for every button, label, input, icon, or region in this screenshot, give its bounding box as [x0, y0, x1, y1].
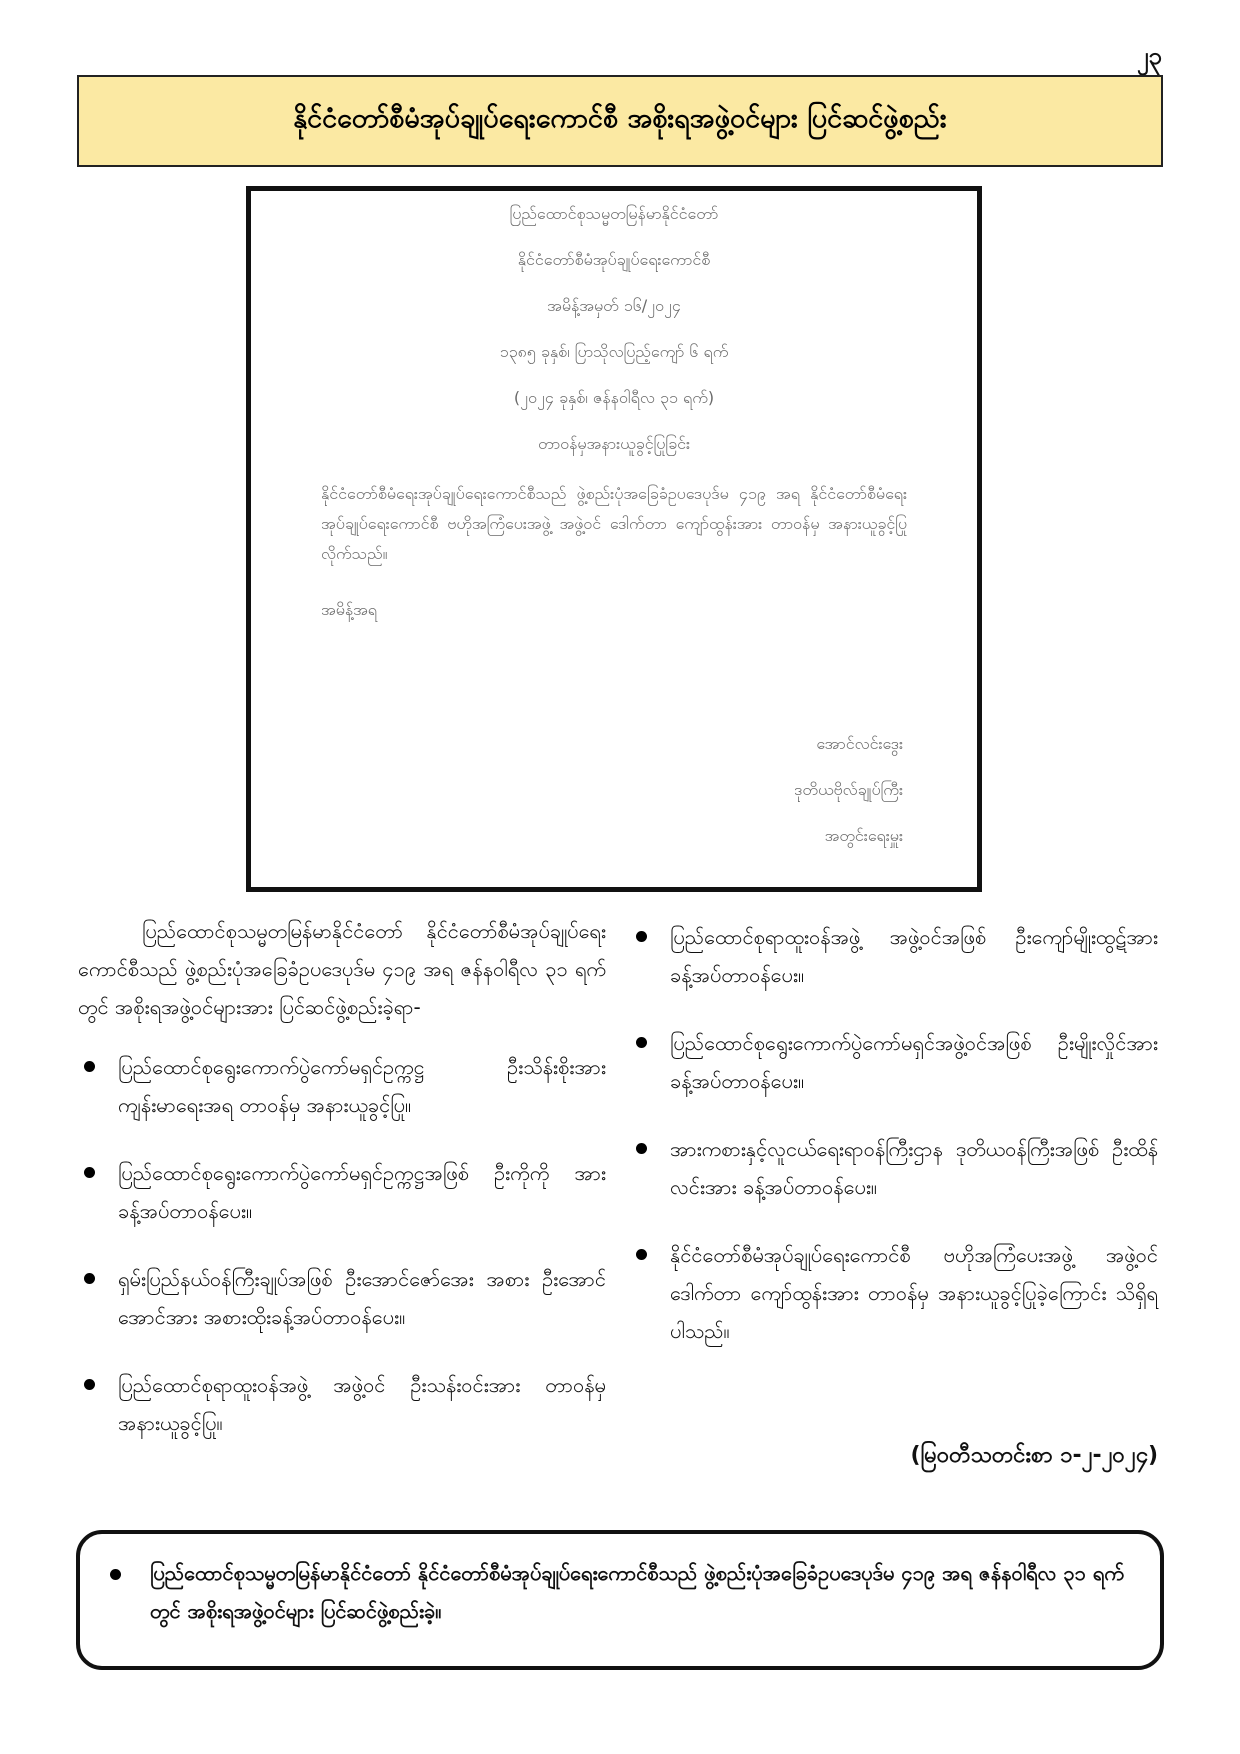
- bullet-icon: [84, 1061, 95, 1072]
- list-item-text: ပြည်ထောင်စုရွေးကောက်ပွဲကော်မရှင်ဥက္ကဋ္ဌ ဦးသိန်းစိုးအား ကျန်းမာရေးအရ တာဝန်မှ အနားယူခွင့်ပြု။: [118, 1055, 606, 1117]
- list-item: [78, 1154, 606, 1230]
- list-item-text: ပြည်ထောင်စုရွေးကောက်ပွဲကော်မရှင်ဥက္ကဋ္ဌအဖြစ် ဦးကိုကို အား ခန့်အပ်တာဝန်ပေး။: [118, 1161, 606, 1223]
- notice-order-number: အမိန့်အမှတ် ၁၆/၂၀၂၄: [547, 296, 681, 315]
- notice-body: [321, 479, 907, 569]
- bullet-icon: [636, 931, 647, 942]
- bullet-icon: [636, 1037, 647, 1048]
- bullet-icon: [110, 1569, 121, 1580]
- signatory-name: အောင်လင်းဒွေး: [816, 734, 903, 753]
- intro-paragraph: ပြည်ထောင်စုသမ္မတမြန်မာနိုင်ငံတော် နိုင်ငံတော်စီမံအုပ်ချုပ်ရေးကောင်စီသည် ဖွဲ့စည်းပုံအခြေခံဥပဒေပုဒ်မ ၄၁၉ အရ ဇန်နဝါရီလ ၃၁ ရက်တွင် အစိုးရအဖွဲ့ဝင်များအား ပြင်ဆင်ဖွဲ့စည်းခဲ့ရာ-: [78, 919, 606, 1019]
- page-number: ၂၃: [1136, 42, 1162, 70]
- list-item-text: အားကစားနှင့်လူငယ်ရေးရာဝန်ကြီးဌာန ဒုတိယဝန်ကြီးအဖြစ် ဦးထိန်လင်းအား ခန့်အပ်တာဝန်ပေး။: [670, 1137, 1158, 1199]
- notice-header-line: နိုင်ငံတော်စီမံအုပ်ချုပ်ရေးကောင်စီ: [517, 250, 711, 269]
- list-item-text: ပြည်ထောင်စုရာထူးဝန်အဖွဲ့ အဖွဲ့ဝင်အဖြစ် ဦးကျော်မျိုးထွဋ်အား ခန့်အပ်တာဝန်ပေး။: [670, 925, 1158, 987]
- bullet-icon: [84, 1379, 95, 1390]
- summary-box: [76, 1530, 1164, 1670]
- title-banner: [77, 75, 1163, 167]
- page-title: နိုင်ငံတော်စီမံအုပ်ချုပ်ရေးကောင်စီ အစိုးရအဖွဲ့ဝင်များ ပြင်ဆင်ဖွဲ့စည်း: [293, 103, 947, 134]
- list-item: [630, 918, 1158, 994]
- left-column: [78, 912, 606, 1472]
- list-item: [78, 1366, 606, 1442]
- list-item: [630, 1024, 1158, 1100]
- list-item-text: နိုင်ငံတော်စီမံအုပ်ချုပ်ရေးကောင်စီ ဗဟိုအကြံပေးအဖွဲ့ အဖွဲ့ဝင် ဒေါက်တာ ကျော်ထွန်းအား တာဝန်မှ အနားယူခွင့်ပြုခဲ့ကြောင်း သိရှိရပါသည်။: [670, 1243, 1158, 1343]
- right-bullet-list: [630, 918, 1158, 1350]
- list-item: [630, 1236, 1158, 1350]
- official-notice-image: [246, 186, 982, 892]
- summary-text: ပြည်ထောင်စုသမ္မတမြန်မာနိုင်ငံတော် နိုင်ငံတော်စီမံအုပ်ချုပ်ရေးကောင်စီသည် ဖွဲ့စည်းပုံအခြေခံဥပဒေပုဒ်မ ၄၁၉ အရ ဇန်နဝါရီလ ၃၁ ရက်တွင် အစိုးရအဖွဲ့ဝင်များ ပြင်ဆင်ဖွဲ့စည်းခဲ့။: [150, 1561, 1124, 1623]
- notice-closing: အမိန့်အရ: [321, 600, 377, 619]
- list-item: [630, 1130, 1158, 1206]
- bullet-icon: [84, 1167, 95, 1178]
- list-item: [78, 1048, 606, 1124]
- list-item-text: ရှမ်းပြည်နယ်ဝန်ကြီးချုပ်အဖြစ် ဦးအောင်ဇော်အေး အစား ဦးအောင်အောင်အား အစားထိုးခန့်အပ်တာဝန်ပေး။: [118, 1267, 606, 1329]
- notice-header-line: ပြည်ထောင်စုသမ္မတမြန်မာနိုင်ငံတော်: [509, 204, 719, 223]
- notice-body-text: နိုင်ငံတော်စီမံရေးအုပ်ချုပ်ရေးကောင်စီသည် ဖွဲ့စည်းပုံအခြေခံဥပဒေပုဒ်မ ၄၁၉ အရ နိုင်ငံတော်စီမံရေးအုပ်ချုပ်ရေးကောင်စီ ဗဟိုအကြံပေးအဖွဲ့ အဖွဲ့ဝင် ဒေါက်တာ ကျော်ထွန်းအား တာဝန်မှ အနားယူခွင့်ပြုလိုက်သည်။: [321, 484, 907, 563]
- bullet-icon: [636, 1143, 647, 1154]
- signatory-rank: ဒုတိယဗိုလ်ချုပ်ကြီး: [794, 780, 903, 799]
- left-bullet-list: [78, 1048, 606, 1442]
- notice-date-myanmar: ၁၃၈၅ ခုနှစ်၊ ပြာသိုလပြည့်ကျော် ၆ ရက်: [499, 342, 729, 361]
- list-item: [78, 1260, 606, 1336]
- list-item-text: ပြည်ထောင်စုရာထူးဝန်အဖွဲ့ အဖွဲ့ဝင် ဦးသန်းဝင်းအား တာဝန်မှ အနားယူခွင့်ပြု။: [118, 1373, 606, 1435]
- bullet-icon: [636, 1249, 647, 1260]
- right-column: [630, 918, 1158, 1380]
- bullet-icon: [84, 1273, 95, 1284]
- notice-date-gregorian: (၂၀၂၄ ခုနှစ်၊ ဇန်နဝါရီလ ၃၁ ရက်): [513, 388, 715, 407]
- source-citation: (မြဝတီသတင်းစာ ၁-၂-၂၀၂၄): [910, 1443, 1158, 1468]
- notice-subject: တာဝန်မှအနားယူခွင့်ပြုခြင်း: [537, 434, 690, 453]
- signatory-title: အတွင်းရေးမှူး: [824, 826, 903, 845]
- list-item-text: ပြည်ထောင်စုရွေးကောက်ပွဲကော်မရှင်အဖွဲ့ဝင်အဖြစ် ဦးမျိုးလှိုင်အား ခန့်အပ်တာဝန်ပေး။: [670, 1031, 1158, 1093]
